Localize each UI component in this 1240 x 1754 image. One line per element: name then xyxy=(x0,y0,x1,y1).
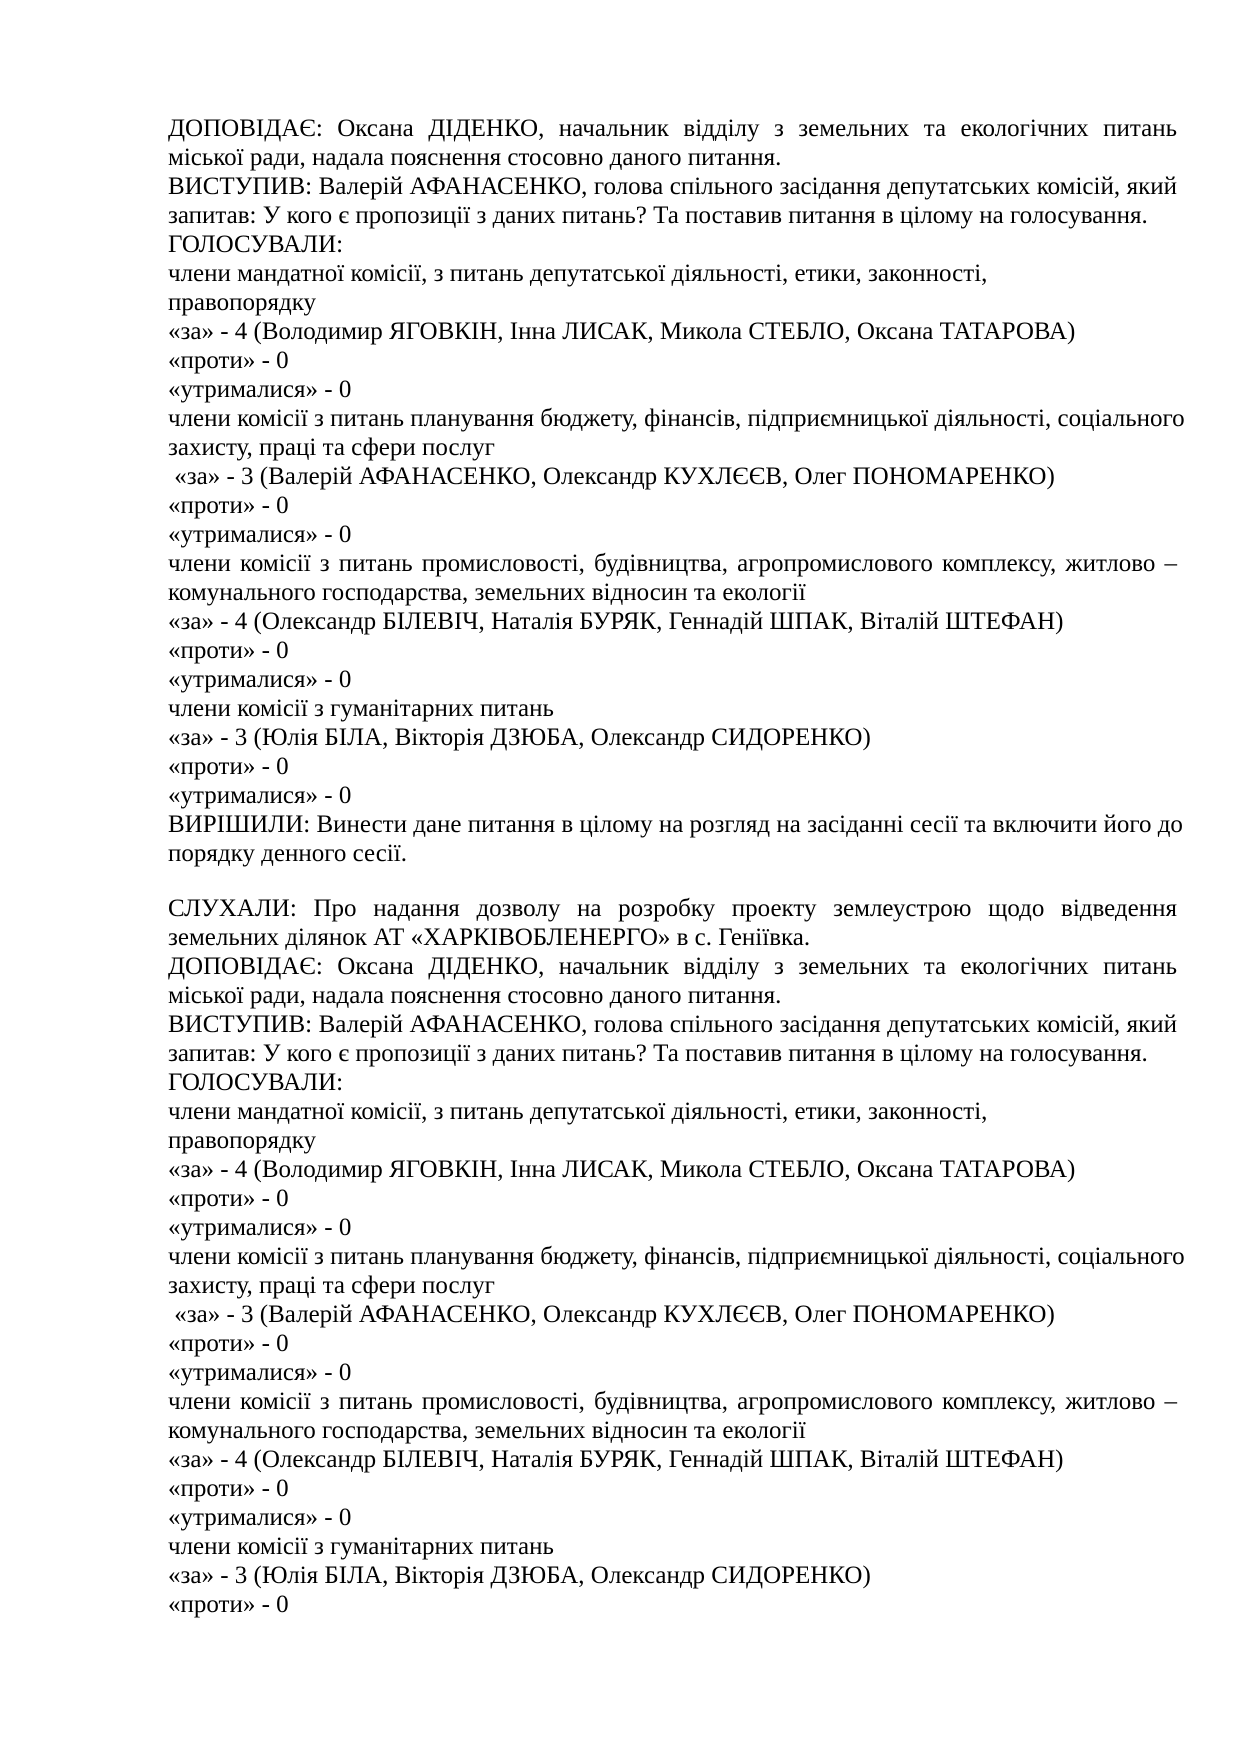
document-section xyxy=(168,894,1185,1619)
document-line: члени мандатної комісії, з питань депутатської діяльності, етики, законності, xyxy=(168,1098,988,1125)
document-line: «проти» - 0 xyxy=(168,1185,289,1212)
document-line: ДОПОВІДАЄ: Оксана ДІДЕНКО, начальник відділу з земельних та екологічних питань xyxy=(168,115,1177,142)
document-line: комунального господарства, земельних відносин та екології xyxy=(168,579,806,606)
document-line: члени комісії з питань планування бюджету, фінансів, підприємницької діяльності, соціального xyxy=(168,1243,1185,1270)
document-line: члени мандатної комісії, з питань депутатської діяльності, етики, законності, xyxy=(168,260,988,287)
document-line: «за» - 3 (Юлія БІЛА, Вікторія ДЗЮБА, Олександр СИДОРЕНКО) xyxy=(168,1562,871,1589)
document-line: члени комісії з питань промисловості, будівництва, агропромислового комплексу, житлово – xyxy=(168,550,1177,577)
document-line: «проти» - 0 xyxy=(168,492,289,519)
document-line: міської ради, надала пояснення стосовно даного питання. xyxy=(168,144,782,171)
document-line: члени комісії з питань планування бюджету, фінансів, підприємницької діяльності, соціального xyxy=(168,405,1185,432)
document-line: члени комісії з гуманітарних питань xyxy=(168,695,554,722)
document-line: «за» - 4 (Олександр БІЛЕВІЧ, Наталія БУРЯК, Геннадій ШПАК, Віталій ШТЕФАН) xyxy=(168,1446,1064,1473)
document-line: запитав: У кого є пропозиції з даних питань? Та поставив питання в цілому на голосування. xyxy=(168,202,1148,229)
document-line: «проти» - 0 xyxy=(168,347,289,374)
document-line: міської ради, надала пояснення стосовно даного питання. xyxy=(168,982,782,1009)
document-line: «за» - 4 (Володимир ЯГОВКІН, Інна ЛИСАК, Микола СТЕБЛО, Оксана ТАТАРОВА) xyxy=(168,1156,1076,1183)
document-section xyxy=(168,114,1185,868)
document-line: СЛУХАЛИ: Про надання дозволу на розробку проекту землеустрою щодо відведення xyxy=(168,895,1177,922)
document-line: члени комісії з гуманітарних питань xyxy=(168,1533,554,1560)
document-line: «утрималися» - 0 xyxy=(168,521,352,548)
document-line: «утрималися» - 0 xyxy=(168,376,352,403)
document-line: ВИСТУПИВ: Валерій АФАНАСЕНКО, голова спільного засідання депутатських комісій, який xyxy=(168,173,1177,200)
document-line: «утрималися» - 0 xyxy=(168,1504,352,1531)
document-line: захисту, праці та сфери послуг xyxy=(168,434,495,461)
document-line: «утрималися» - 0 xyxy=(168,666,352,693)
document-line: «за» - 3 (Юлія БІЛА, Вікторія ДЗЮБА, Олександр СИДОРЕНКО) xyxy=(168,724,871,751)
document-line: земельних ділянок АТ «ХАРКІВОБЛЕНЕРГО» в с. Геніївка. xyxy=(168,924,811,951)
document-line: члени комісії з питань промисловості, будівництва, агропромислового комплексу, житлово – xyxy=(168,1388,1177,1415)
document-line: ВИРІШИЛИ: Винести дане питання в цілому на розгляд на засіданні сесії та включити його до xyxy=(168,811,1183,838)
document-line: «за» - 4 (Олександр БІЛЕВІЧ, Наталія БУРЯК, Геннадій ШПАК, Віталій ШТЕФАН) xyxy=(168,608,1064,635)
document-line: «утрималися» - 0 xyxy=(168,1359,352,1386)
document-line: «за» - 3 (Валерій АФАНАСЕНКО, Олександр КУХЛЄЄВ, Олег ПОНОМАРЕНКО) xyxy=(168,1301,1055,1328)
document-line: ВИСТУПИВ: Валерій АФАНАСЕНКО, голова спільного засідання депутатських комісій, який xyxy=(168,1011,1177,1038)
document-line: «проти» - 0 xyxy=(168,637,289,664)
document-line: «проти» - 0 xyxy=(168,1591,289,1618)
document-line: «проти» - 0 xyxy=(168,1330,289,1357)
document-line: правопорядку xyxy=(168,1127,316,1154)
document-line: комунального господарства, земельних відносин та екології xyxy=(168,1417,806,1444)
document-line: ГОЛОСУВАЛИ: xyxy=(168,231,344,258)
document-line: ДОПОВІДАЄ: Оксана ДІДЕНКО, начальник відділу з земельних та екологічних питань xyxy=(168,953,1177,980)
document-line: ГОЛОСУВАЛИ: xyxy=(168,1069,344,1096)
document-line: захисту, праці та сфери послуг xyxy=(168,1272,495,1299)
document-body xyxy=(168,114,1185,1619)
document-line: «проти» - 0 xyxy=(168,1475,289,1502)
document-line: «утрималися» - 0 xyxy=(168,1214,352,1241)
document-line: «утрималися» - 0 xyxy=(168,782,352,809)
document-line: правопорядку xyxy=(168,289,316,316)
document-line: «за» - 3 (Валерій АФАНАСЕНКО, Олександр КУХЛЄЄВ, Олег ПОНОМАРЕНКО) xyxy=(168,463,1055,490)
document-line: порядку денного сесії. xyxy=(168,840,407,867)
document-line: «проти» - 0 xyxy=(168,753,289,780)
document-line: запитав: У кого є пропозиції з даних питань? Та поставив питання в цілому на голосування. xyxy=(168,1040,1148,1067)
document-line: «за» - 4 (Володимир ЯГОВКІН, Інна ЛИСАК, Микола СТЕБЛО, Оксана ТАТАРОВА) xyxy=(168,318,1076,345)
